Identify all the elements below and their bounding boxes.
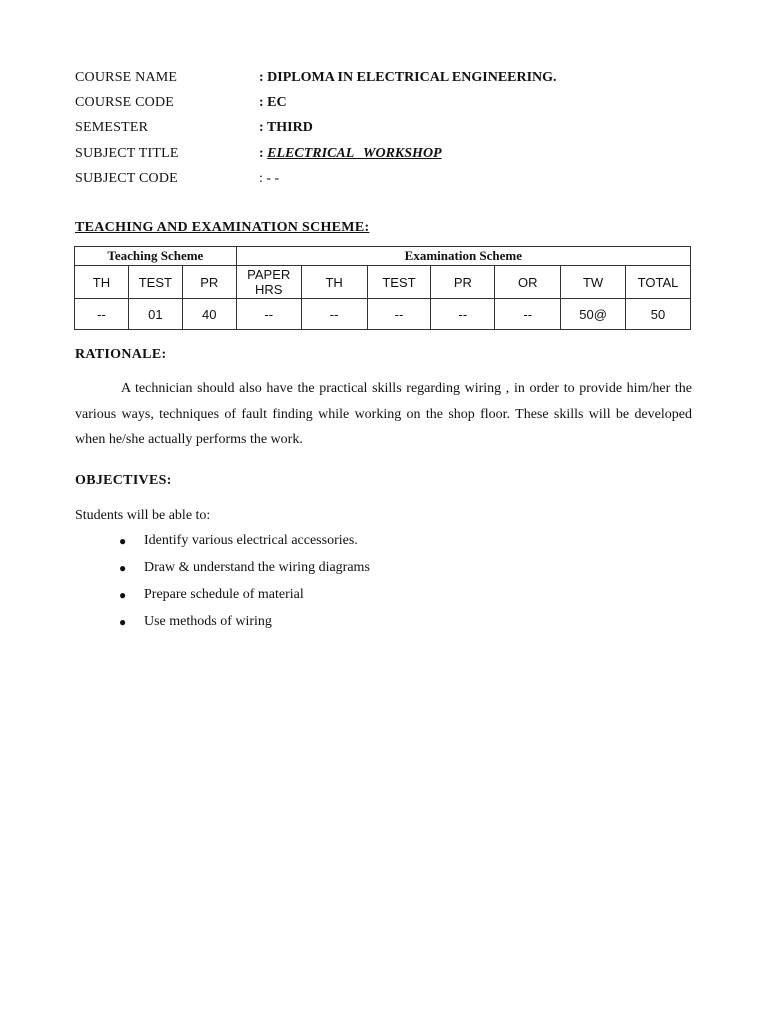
table-cell: 50 [626,299,691,330]
rationale-text: A technician should also have the practical skills regarding wiring , in order to provide him/her the various ways, techniques of fault finding while working on the shop floor. These skills will be developed when he/she actually performs the work. [75,381,692,447]
course-code-label: COURSE CODE [75,95,175,110]
bullet-icon: ● [119,615,127,629]
examination-scheme-header: Examination Scheme [236,247,690,266]
column-header: TH [75,266,129,299]
table-cell: -- [301,299,367,330]
list-item [75,531,370,558]
rationale-heading: RATIONALE: [75,347,167,362]
objectives-intro: Students will be able to: [75,508,211,523]
scheme-value-row [75,299,691,330]
table-cell: -- [495,299,561,330]
list-item-text: Use methods of wiring [144,614,272,629]
scheme-group-header-row [75,247,691,266]
column-header: PR [182,266,236,299]
bullet-icon: ● [119,534,127,548]
list-item-text: Prepare schedule of material [144,587,304,602]
objectives-heading: OBJECTIVES: [75,473,172,488]
column-header: TEST [128,266,182,299]
table-cell: -- [75,299,129,330]
list-item-text: Identify various electrical accessories. [144,533,358,548]
subject-title-text: ELECTRICAL WORKSHOP [267,146,442,161]
bullet-icon: ● [119,561,127,575]
list-item [75,612,370,639]
semester-value: : THIRD [259,120,313,135]
teaching-scheme-header: Teaching Scheme [75,247,237,266]
column-header: PR [431,266,495,299]
semester-label: SEMESTER [75,120,149,135]
scheme-table [74,246,691,330]
table-cell: 50@ [561,299,626,330]
table-cell: -- [236,299,301,330]
column-header: TEST [367,266,431,299]
bullet-icon: ● [119,588,127,602]
scheme-column-header-row [75,266,691,299]
table-cell: -- [367,299,431,330]
column-header: TW [561,266,626,299]
table-cell: -- [431,299,495,330]
column-header: PAPER HRS [236,266,301,299]
column-header: TOTAL [626,266,691,299]
course-name-value: : DIPLOMA IN ELECTRICAL ENGINEERING. [259,70,557,85]
course-name-label: COURSE NAME [75,70,178,85]
list-item [75,558,370,585]
subject-code-label: SUBJECT CODE [75,171,178,186]
objectives-list [75,531,370,639]
list-item [75,585,370,612]
subject-code-value: : - - [259,171,280,186]
table-cell: 01 [128,299,182,330]
column-header: OR [495,266,561,299]
scheme-heading: TEACHING AND EXAMINATION SCHEME: [75,220,370,235]
table-cell: 40 [182,299,236,330]
list-item-text: Draw & understand the wiring diagrams [144,560,370,575]
column-header: TH [301,266,367,299]
subject-title-prefix: : [259,146,268,161]
subject-title-label: SUBJECT TITLE [75,146,179,161]
course-code-value: : EC [259,95,287,110]
subject-title-value [259,144,442,164]
